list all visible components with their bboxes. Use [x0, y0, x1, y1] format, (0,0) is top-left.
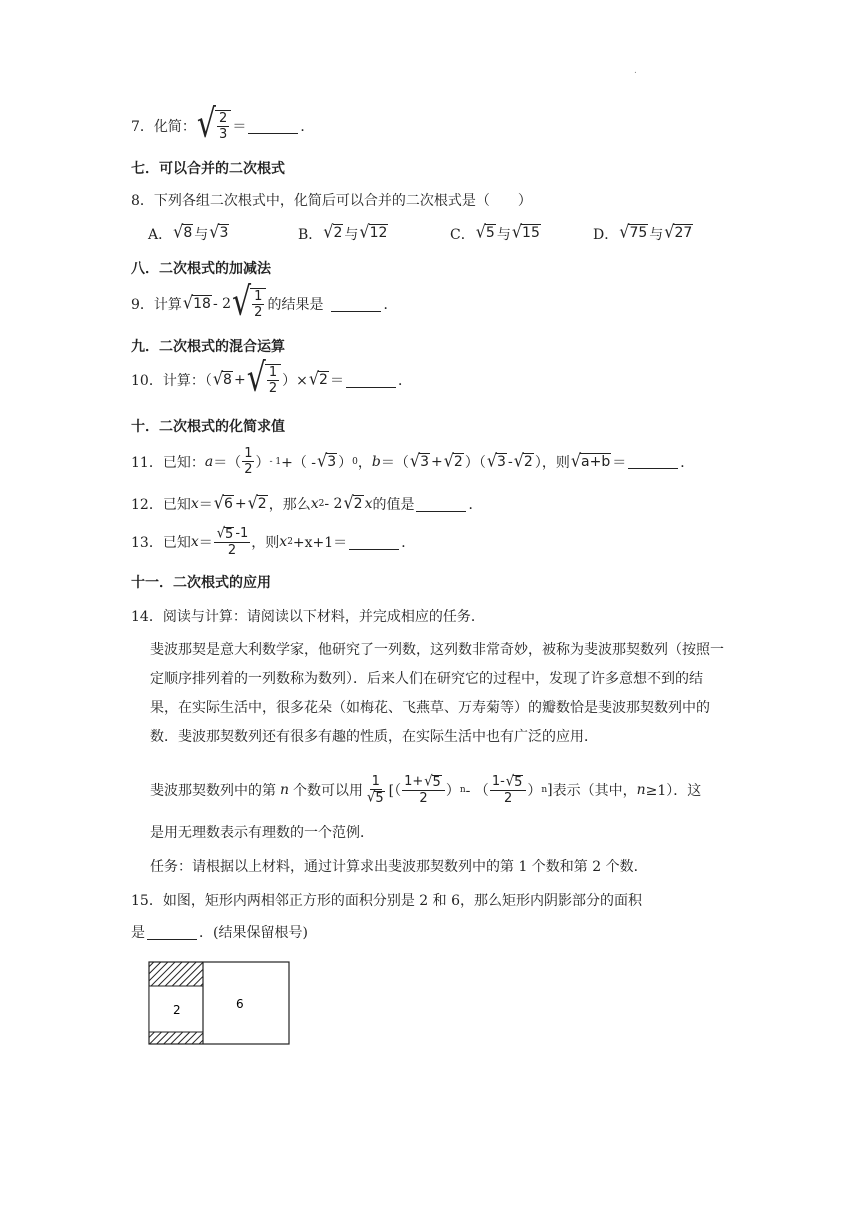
answer-blank [349, 535, 399, 550]
option-a: A． √ 8 与 √ 3 [148, 220, 229, 243]
q7-denominator: 3 [219, 127, 228, 142]
question-10: 10．计算：（ √ 8 + √ $\frac{1}{2}$ ）× √ 2 ＝ ． [131, 355, 412, 401]
q7-numerator: 2 [219, 111, 228, 126]
question-14-stem: 14．阅读与计算：请阅读以下材料，并完成相应的任务． [131, 609, 485, 625]
rectangle-figure [148, 960, 293, 1048]
q7-suffix: ． [300, 119, 315, 135]
question-8-options [148, 220, 694, 244]
section-heading-7: 七．可以合并的二次根式 [131, 161, 285, 177]
section-heading-10: 十．二次根式的化简求值 [131, 419, 285, 435]
question-8-stem: 8．下列各组二次根式中，化简后可以合并的二次根式是（ ） [131, 193, 532, 209]
answer-blank [147, 925, 197, 940]
answer-blank [628, 454, 678, 469]
q14-task: 任务：请根据以上材料，通过计算求出斐波那契数列中的第 1 个数和第 2 个数． [150, 859, 648, 875]
question-15-line2: 是 ．(结果保留根号) [131, 925, 308, 941]
answer-blank [248, 119, 298, 134]
question-12: 12．已知 x ＝ √ 6 + √ 2 ，那么 x 2 - 2 √ 2 x 的值是 ． [131, 491, 483, 513]
answer-blank [331, 297, 381, 312]
question-9: 9．计算 √ 18 - 2 √ $\frac{1}{2}$ 的结果是 ． [131, 279, 398, 325]
question-7: 7．化简： √ $\frac{2}{3}$ ＝ ． [131, 101, 315, 147]
section-heading-9: 九．二次根式的混合运算 [131, 339, 285, 355]
small-square-label: 2 [173, 1003, 181, 1017]
shaded-region-top [149, 962, 203, 986]
shaded-region-bottom [149, 1032, 203, 1044]
large-square-label: 6 [236, 997, 244, 1011]
q7-prefix: 7．化简： [131, 119, 196, 135]
q14-material-paragraph: 斐波那契是意大利数学家，他研究了一列数，这列数非常奇妙，被称为斐波那契数列（按照一定顺序排列着的一列数称为数列）．后来人们在研究它的过程中，发现了许多意想不到的结果，在实际生活中，很多花朵（如梅花、飞燕草、万寿菊等）的瓣数恰是斐波那契数列中的数．斐波那契数列还有很多有趣的性质，在实际生活中也有广泛的应用． [150, 642, 724, 745]
section-heading-11: 十一．二次根式的应用 [131, 575, 271, 591]
corner-mark: . [634, 66, 637, 76]
option-d: D． √ 75 与 √ 27 [593, 220, 693, 243]
answer-blank [416, 497, 466, 512]
option-b: B． √ 2 与 √ 12 [298, 220, 388, 243]
sqrt-expression: √ $\frac{2}{3}$ [197, 110, 231, 142]
q14-formula-line: 斐波那契数列中的第 n 个数可以用 1 √ 5 [（ 1+ √ 5 2 ） n - （ 1- √ 5 2 ） n ] 表示（其中， n ≥1）．这 [150, 773, 702, 806]
question-15-line1: 15．如图，矩形内两相邻正方形的面积分别是 2 和 6，那么矩形内阴影部分的面积 [131, 893, 642, 909]
q14-formula-line-2: 是用无理数表示有理数的一个范例． [150, 825, 374, 841]
question-13: 13．已知 x ＝ √ 5 -1 2 ，则 x 2 +x+1＝ ． [131, 525, 416, 558]
question-11: 11．已知： a ＝（ $\frac{1}{2}$ ） - 1 +（ - √ 3 ） 0 ， b ＝（ √ 3 + √ 2 ）（ √ 3 - √ 2 ），则 √ a+b ＝ ． [131, 446, 695, 477]
answer-blank [346, 373, 396, 388]
section-heading-8: 八．二次根式的加减法 [131, 261, 271, 277]
option-c: C． √ 5 与 √ 15 [450, 220, 540, 243]
